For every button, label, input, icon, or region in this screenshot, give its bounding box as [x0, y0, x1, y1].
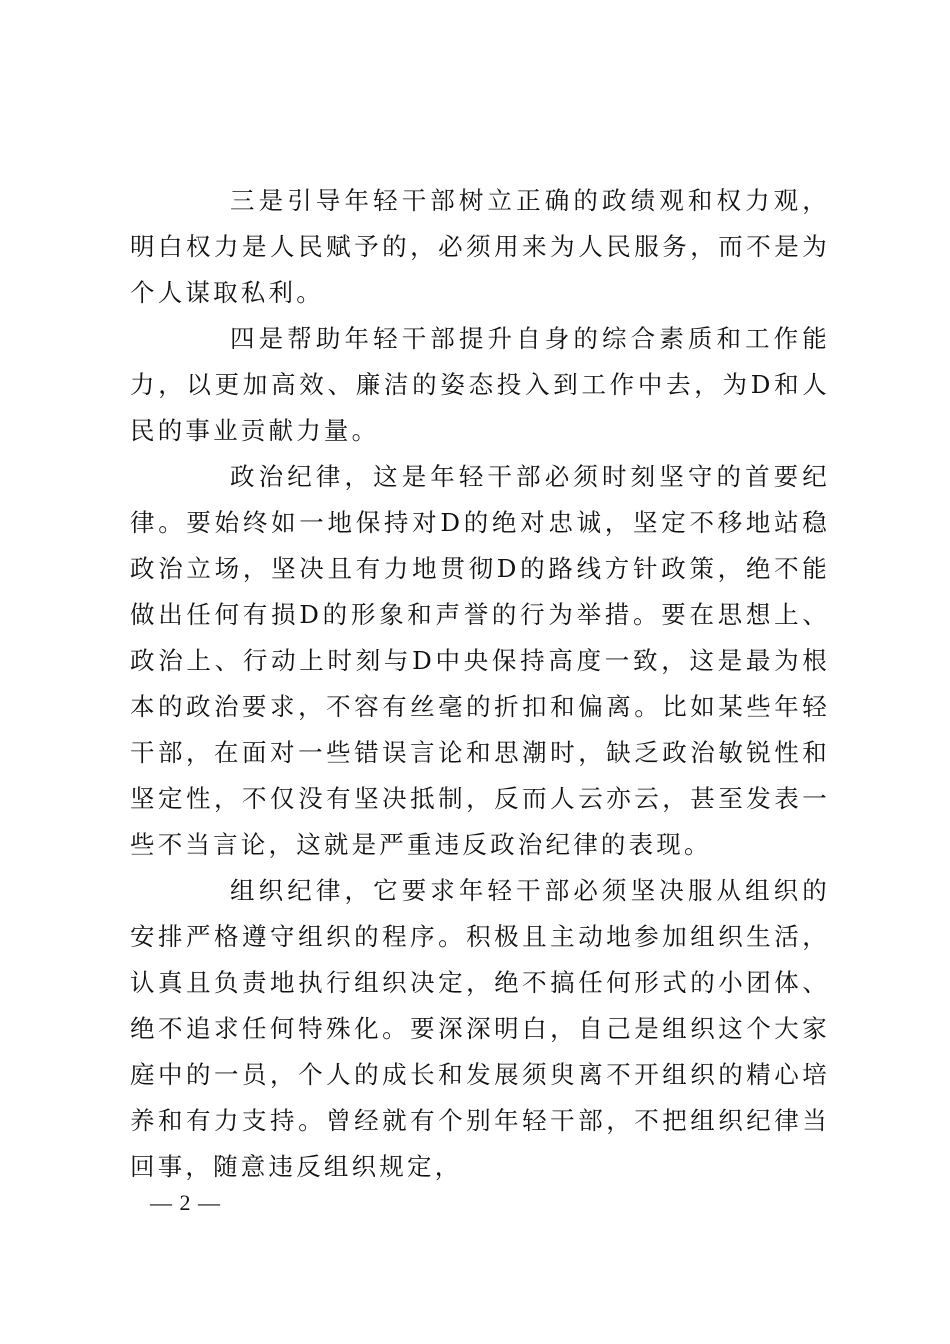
paragraph-1: 三是引导年轻干部树立正确的政绩观和权力观，明白权力是人民赋予的，必须用来为人民服务，而不是为个人谋取私利。	[130, 186, 830, 307]
page-number: — 2 —	[150, 1190, 221, 1215]
body-text	[130, 178, 830, 1190]
paragraph-3: 政治纪律，这是年轻干部必须时刻坚守的首要纪律。要始终如一地保持对D的绝对忠诚，坚定不移地站稳政治立场，坚决且有力地贯彻D的路线方针政策，绝不能做出任何有损D的形象和声誉的行为举措。要在思想上、政治上、行动上时刻与D中央保持高度一致，这是最为根本的政治要求，不容有丝毫的折扣和偏离。比如某些年轻干部，在面对一些错误言论和思潮时，缺乏政治敏锐性和坚定性，不仅没有坚决抵制，反而人云亦云，甚至发表一些不当言论，这就是严重违反政治纪律的表现。	[130, 462, 830, 859]
paragraph-2: 四是帮助年轻干部提升自身的综合素质和工作能力，以更加高效、廉洁的姿态投入到工作中去，为D和人民的事业贡献力量。	[130, 324, 830, 445]
paragraph-4: 组织纪律，它要求年轻干部必须坚决服从组织的安排严格遵守组织的程序。积极且主动地参加组织生活，认真且负责地执行组织决定，绝不搞任何形式的小团体、绝不追求任何特殊化。要深深明白，自己是组织这个大家庭中的一员，个人的成长和发展须臾离不开组织的精心培养和有力支持。曾经就有个别年轻干部，不把组织纪律当回事，随意违反组织规定，	[130, 876, 830, 1181]
